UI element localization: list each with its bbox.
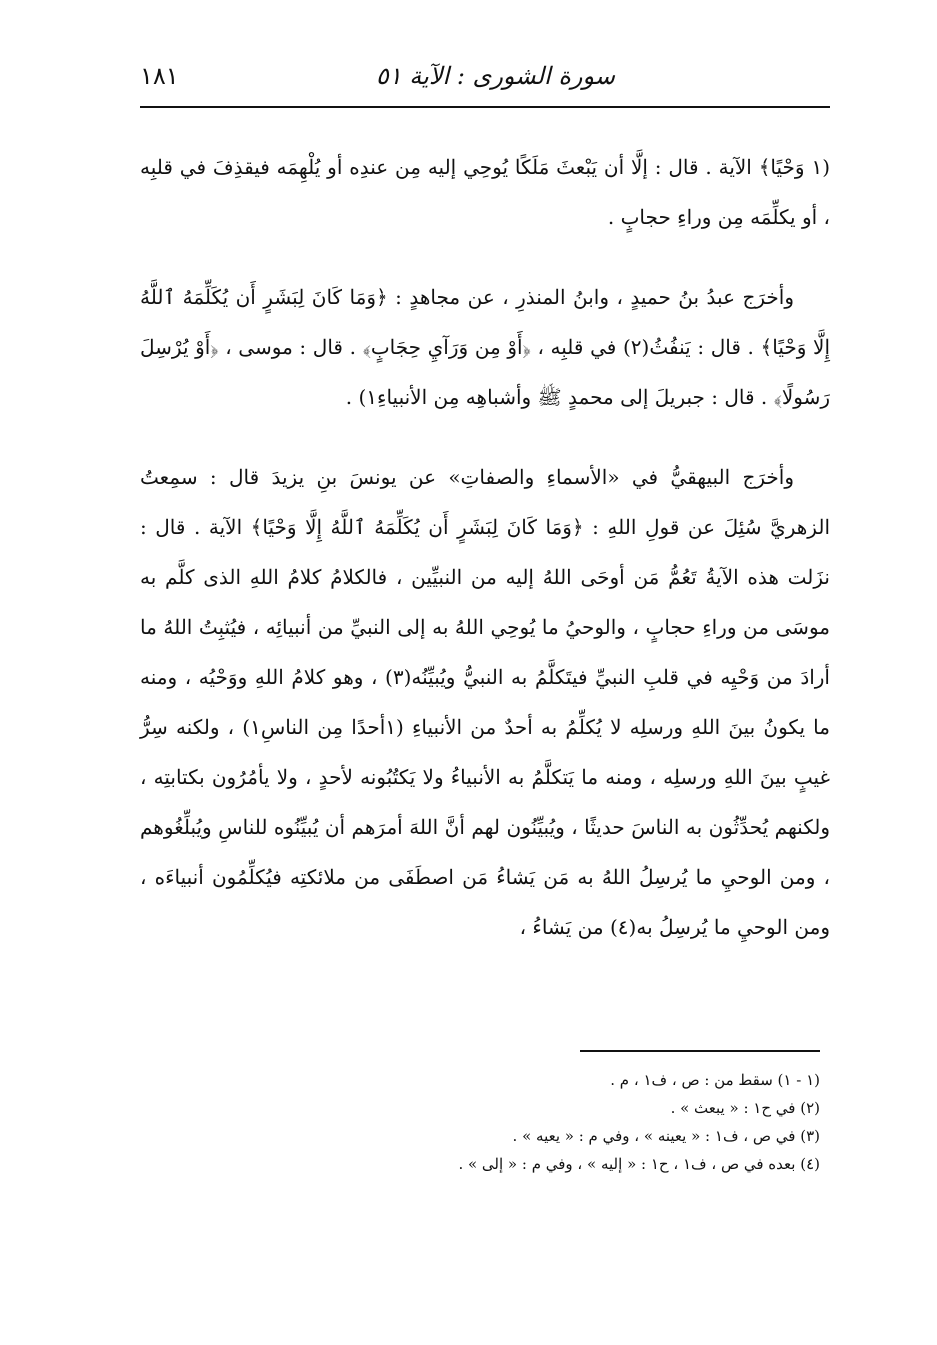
footnote-3: (٣) في ص ، ف١ : « يعينه » ، وفي م : « يعيه » . [512, 1127, 820, 1145]
header-divider [140, 106, 830, 108]
paragraph-1: (١ وَحْيًا﴾ الآية . قال : إلَّا أن يَبْعثَ مَلَكًا يُوحِي إليه مِن عندِه أو يُلْهِمَه فيقذِفَ في قلبِه ، أو يكلِّمَه مِن وراءِ حجابٍ . [140, 155, 830, 229]
footnotes [300, 1066, 820, 1178]
paragraph-2: وأخرَج عبدُ بنُ حميدٍ ، وابنُ المنذرِ ، عن مجاهدٍ : ﴿وَمَا كَانَ لِبَشَرٍ أَن يُكَلِّمَهُ ٱللَّهُ إِلَّا وَحْيًا﴾ . قال : يَنفُثُ(٢) في قلبِه ، ﴿أَوْ مِن وَرَآيِ حِجَابٍ﴾ . قال : موسى ، ﴿أَوْ يُرْسِلَ رَسُولًا﴾ . قال : جبريلَ إلى محمدٍ ﷺ وأشباهِه مِن الأنبياءِ١) . [140, 285, 830, 409]
page-number: ١٨١ [140, 62, 179, 90]
footnote-1: (١ - ١) سقط من : ص ، ف١ ، م . [610, 1071, 820, 1089]
paragraph-3: وأخرَج البيهقيُّ في «الأسماءِ والصفاتِ» عن يونسَ بنِ يزيدَ قال : سمِعتُ الزهريَّ سُئِلَ عن قولِ اللهِ : ﴿وَمَا كَانَ لِبَشَرٍ أَن يُكَلِّمَهُ ٱللَّهُ إِلَّا وَحْيًا﴾ الآية . قال : نزَلت هذه الآيةُ تَعُمُّ مَن أوحَى اللهُ إليه من النبيِّين ، فالكلامُ كلامُ اللهِ الذى كلَّم به موسَى من وراءِ حجابٍ ، والوحيُ ما يُوحِي اللهُ به إلى النبيِّ من أنبيائِه ، فيُثبِتُ اللهُ ما أرادَ من وَحْيِه في قلبِ النبيِّ فيتَكلَّمُ به النبيُّ ويُبيِّنُه(٣) ، وهو كلامُ اللهِ ووَحْيُه ، ومنه ما يكونُ بينَ اللهِ ورسلِه لا يُكلِّمُ به أحدٌ من الأنبياءِ (١أحدًا مِن الناسِ١) ، ولكنه سِرُّ غيبٍ بينَ اللهِ ورسلِه ، ومنه ما يَتكلَّمُ به الأنبياءُ ولا يَكتُبُونه لأحدٍ ، ولا يأمُرُون بكتابتِه ، ولكنهم يُحدِّثُون به الناسَ حديثًا ، ويُبيِّنُون لهم أنَّ اللهَ أمرَهم أن يُبيِّنُوه للناسِ ويُبلِّغُوهم ، ومن الوحيِ ما يُرسِلُ اللهُ به مَن يَشاءُ مَن اصطَفَى من ملائكتِه فيُكلِّمُون أنبياءَه ، ومن الوحيِ ما يُرسِلُ به(٤) من يَشاءُ ، [140, 465, 830, 939]
main-text [140, 142, 830, 952]
footnote-2: (٢) في ح١ : « يبعث » . [670, 1099, 820, 1117]
footnote-4: (٤) بعده في ص ، ف١ ، ح١ : « إليه » ، وفي م : « إلى » . [458, 1155, 820, 1173]
footnote-divider [580, 1050, 820, 1052]
running-header [140, 62, 830, 96]
header-title: سورة الشورى : الآية ٥١ [375, 62, 615, 90]
